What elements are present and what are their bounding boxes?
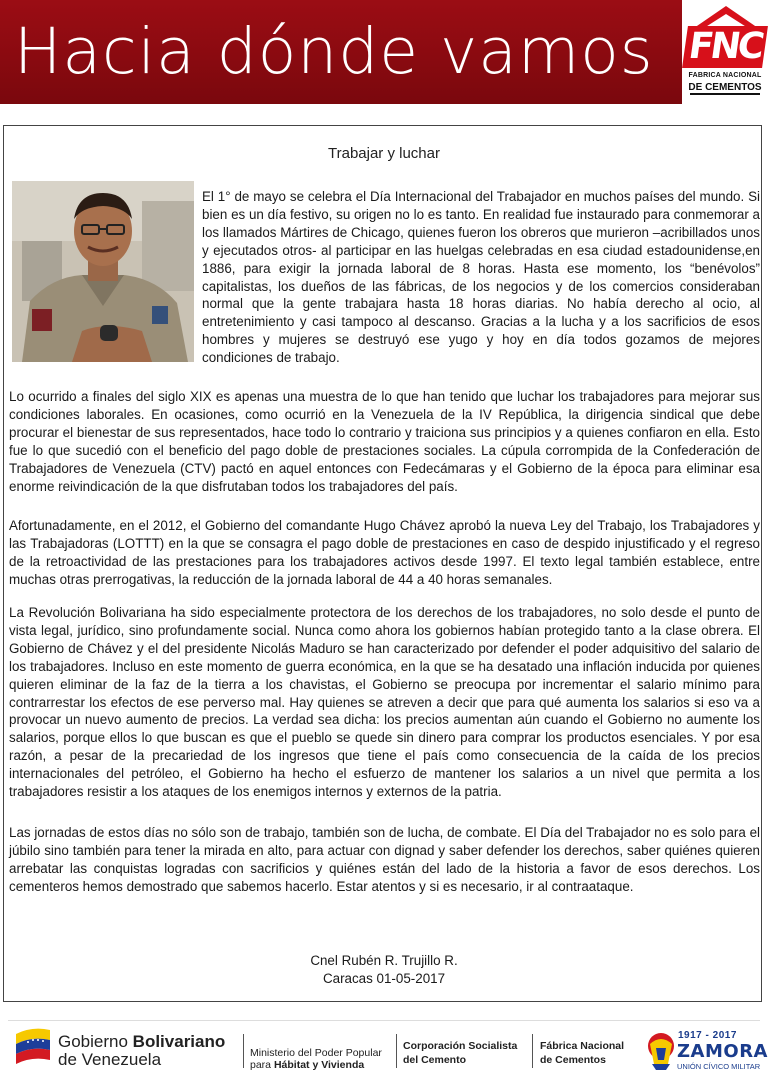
zamora-subtitle: UNIÓN CÍVICO MILITAR — [677, 1062, 761, 1071]
corporation-label-line-2: del Cemento — [403, 1054, 467, 1066]
article-paragraph-4: La Revolución Bolivariana ha sido especialmente protectora de los derechos de los trabajadores, no solo desde el punto de vista legal, jurídico, sino profundamente social. Nunca como ahora los gobiernos habían protegido tanto a la clase obrera. El Gobierno de Chávez y el del presidente Nicolás Maduro se han caracterizado por defender el poder adquisitivo del salario de los trabajadores. Incluso en este momento de guerra económica, en la que se ha desatado una inflación inducida por quienes quieren eliminar de la faz de la tierra a los chavistas, el Gobierno se preocupa por incrementar el salario mínimo para contrarrestar los efectos de ese perverso mal. Hay quienes se atreven a decir que para qué aumenta los salarios si eso va a provocar un nuevo aumento de precios. La verdad sea dicha: los precios aumentan aún cuando el Gobierno no aumente los salarios, porque ellos lo que buscan es que el pueblo se quede sin dinero para comprar los productos esenciales. Y por esa razón, a pesar de la precariedad de los ingresos que tiene el país como consecuencia de la caída de los precios internacionales del petróleo, el Gobierno ha hecho el esfuerzo de mantener los salarios a un nivel que permita a los trabajadores resistir a los ataques de los enemigos internos y externos de la patria. — [9, 605, 760, 800]
footer-separator-3 — [532, 1034, 533, 1068]
article-paragraph-1: El 1° de mayo se celebra el Día Internacional del Trabajador en muchos países del mundo. Si bien es un día festivo, su origen no lo es tanto. En realidad fue instaurado para conmemorar a los llamados Mártires de Chicago, quienes fueron los obreros que murieron –acribillados unos y ejecutados otros- al participar en las huelgas celebradas en esa ciudad estadounidense,en 1886, para exigir la jornada laboral de 8 horas. Hasta ese momento, los “benévolos” capitalistas, los dueños de las fábricas, de los negocios y de los comercios consideraban normal que la gente trabajara hasta 18 horas diarias. No había derecho al ocio, al entretenimiento y casi tampoco al descanso. Gracias a la lucha y a los sacrificios de esos hombres y mujeres se destruyó ese yugo y hoy en día todos gozamos de mejores condiciones de trabajo. — [202, 189, 760, 366]
fnc-logo-underline — [690, 93, 760, 95]
venezuela-flag-icon — [12, 1024, 54, 1068]
footer-separator-1 — [243, 1034, 244, 1068]
signature-date: Caracas 01-05-2017 — [322, 971, 446, 986]
fnc-logo-mark: FNC — [682, 26, 768, 68]
zamora-years: 1917 - 2017 — [678, 1030, 737, 1041]
fnc-logo-subtitle-1: FABRICA NACIONAL — [688, 72, 762, 79]
ministry-label-line-1: Ministerio del Poder Popular — [250, 1047, 382, 1059]
factory-label-line-2: de Cementos — [540, 1054, 606, 1066]
gobierno-label-a: Gobierno — [58, 1032, 133, 1051]
factory-label-line-1: Fábrica Nacional — [540, 1040, 625, 1052]
gobierno-label-line-2: de Venezuela — [58, 1050, 162, 1069]
corporation-label-line-1: Corporación Socialista — [403, 1040, 518, 1052]
zamora-emblem-icon — [644, 1030, 678, 1072]
article-title: Trabajar y luchar — [328, 145, 440, 162]
header-banner — [0, 0, 768, 104]
author-photo — [12, 181, 194, 362]
fnc-logo-subtitle-2: DE CEMENTOS — [688, 82, 762, 93]
footer-divider — [8, 1020, 760, 1021]
fnc-logo — [682, 0, 768, 104]
signature-name: Cnel Rubén R. Trujillo R. — [310, 953, 458, 968]
article-paragraph-3: Afortunadamente, en el 2012, el Gobierno del comandante Hugo Chávez aprobó la nueva Ley del Trabajo, los Trabajadores y las Trabajadoras (LOTTT) en la que se consagra el pago doble de prestaciones en caso de despido injustificado y el regreso de la retroactividad de las prestaciones para los trabajadores activos desde 1997. El texto legal también establece, entre muchas otras prerrogativas, la reducción de la jornada laboral de 44 a 40 horas semanales. — [9, 518, 760, 587]
ministry-label-a: para — [250, 1059, 274, 1071]
zamora-name: ZAMORA — [677, 1041, 768, 1062]
ministry-label-line-2 — [250, 1059, 364, 1071]
footer-separator-2 — [396, 1034, 397, 1068]
article-paragraph-5: Las jornadas de estos días no sólo son de trabajo, también son de lucha, de combate. El Día del Trabajador no es solo para el júbilo sino también para tener la mirada en alto, para actuar con dignad y saber defender los derechos, saber quiénes quieren arrebatar las conquistas logradas con sacrificios y quiénes están del lado de la historia a favor de esos derechos. Los cementeros hemos demostrado que sabemos hacerlo. Estar atentos y si es necesario, ir al contraataque. — [9, 825, 760, 894]
page-title: Hacia dónde vamos — [14, 15, 654, 88]
ministry-label-bold: Hábitat y Vivienda — [273, 1059, 365, 1071]
article-paragraph-2: Lo ocurrido a finales del siglo XIX es apenas una muestra de lo que han tenido que luchar los trabajadores para mejorar sus condiciones laborales. En ocasiones, como ocurrió en la Venezuela de la IV República, la dirigencia sindical que debe procurar el bienestar de sus representados, hace todo lo contrario y traiciona sus principios y a quienes confiaron en ella. Esto fue lo que sucedió con el beneficio del pago doble de prestaciones sociales. La cúpula corrompida de la Confederación de Trabajadores de Venezuela (CTV) pactó en aquel entonces con Fedecámaras y el Gobierno de la época para eliminar esa enorme reivindicación de la que disfrutaban todos los trabajadores del país. — [9, 389, 760, 494]
gobierno-label-line-1 — [58, 1032, 225, 1052]
gobierno-label-bold: Bolivariano — [132, 1032, 226, 1051]
